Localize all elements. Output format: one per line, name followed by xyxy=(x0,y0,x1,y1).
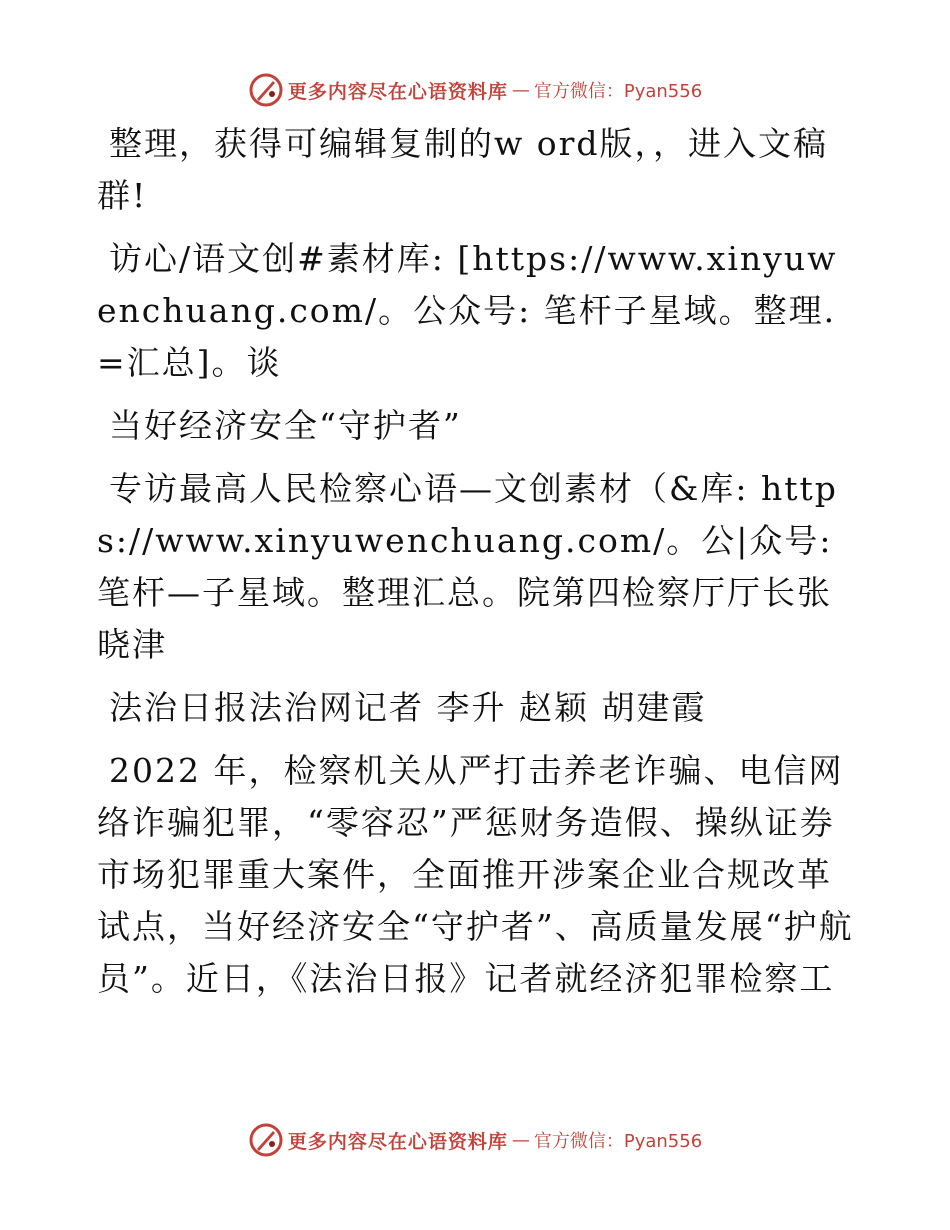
paragraph xyxy=(97,118,857,222)
article-title xyxy=(97,400,857,452)
banner-wechat: 官方微信：Pyan556 xyxy=(533,81,703,102)
feather-pen-logo-icon xyxy=(248,1122,284,1158)
paragraph-text: 整理，获得可编辑复制的w ord版，，进入文稿群! xyxy=(97,124,829,215)
paragraph-text: 2022 年，检察机关从严打击养老诈骗、电信网络诈骗犯罪，“零容忍”严惩财务造假、操纵证券市场犯罪重大案件，全面推开涉案企业合规改革试点，当好经济安全“守护者”、高质量发展“护航员”。近日，《法治日报》记者就经济犯罪检察工 xyxy=(97,751,854,998)
paragraph xyxy=(97,463,857,671)
paragraph-text: 当好经济安全“守护者” xyxy=(109,406,462,445)
document-body xyxy=(97,118,857,1016)
paragraph xyxy=(97,233,857,389)
byline xyxy=(97,682,857,734)
banner-dash: — xyxy=(511,79,530,101)
banner-dash: — xyxy=(511,1129,530,1151)
banner-brand: 更多内容尽在心语资料库 xyxy=(287,1130,508,1153)
paragraph-text: 专访最高人民检察心语—文创素材（&库: https://www.xinyuwenchuang.com/。公|众号: 笔杆—子星域。整理汇总。院第四检察厅厅长张晓津 xyxy=(97,469,838,664)
paragraph-text: 访心/语文创#素材库: [https://www.xinyuwenchuang.com/。公众号: 笔杆子星域。整理.=汇总]。谈 xyxy=(97,239,838,382)
banner-brand: 更多内容尽在心语资料库 xyxy=(287,80,508,103)
header-banner xyxy=(0,70,950,110)
feather-pen-logo-icon xyxy=(248,72,284,108)
paragraph-text: 法治日报法治网记者 李升 赵颖 胡建霞 xyxy=(109,688,707,727)
footer-banner xyxy=(0,1120,950,1160)
paragraph xyxy=(97,745,857,1005)
banner-wechat: 官方微信：Pyan556 xyxy=(533,1131,703,1152)
